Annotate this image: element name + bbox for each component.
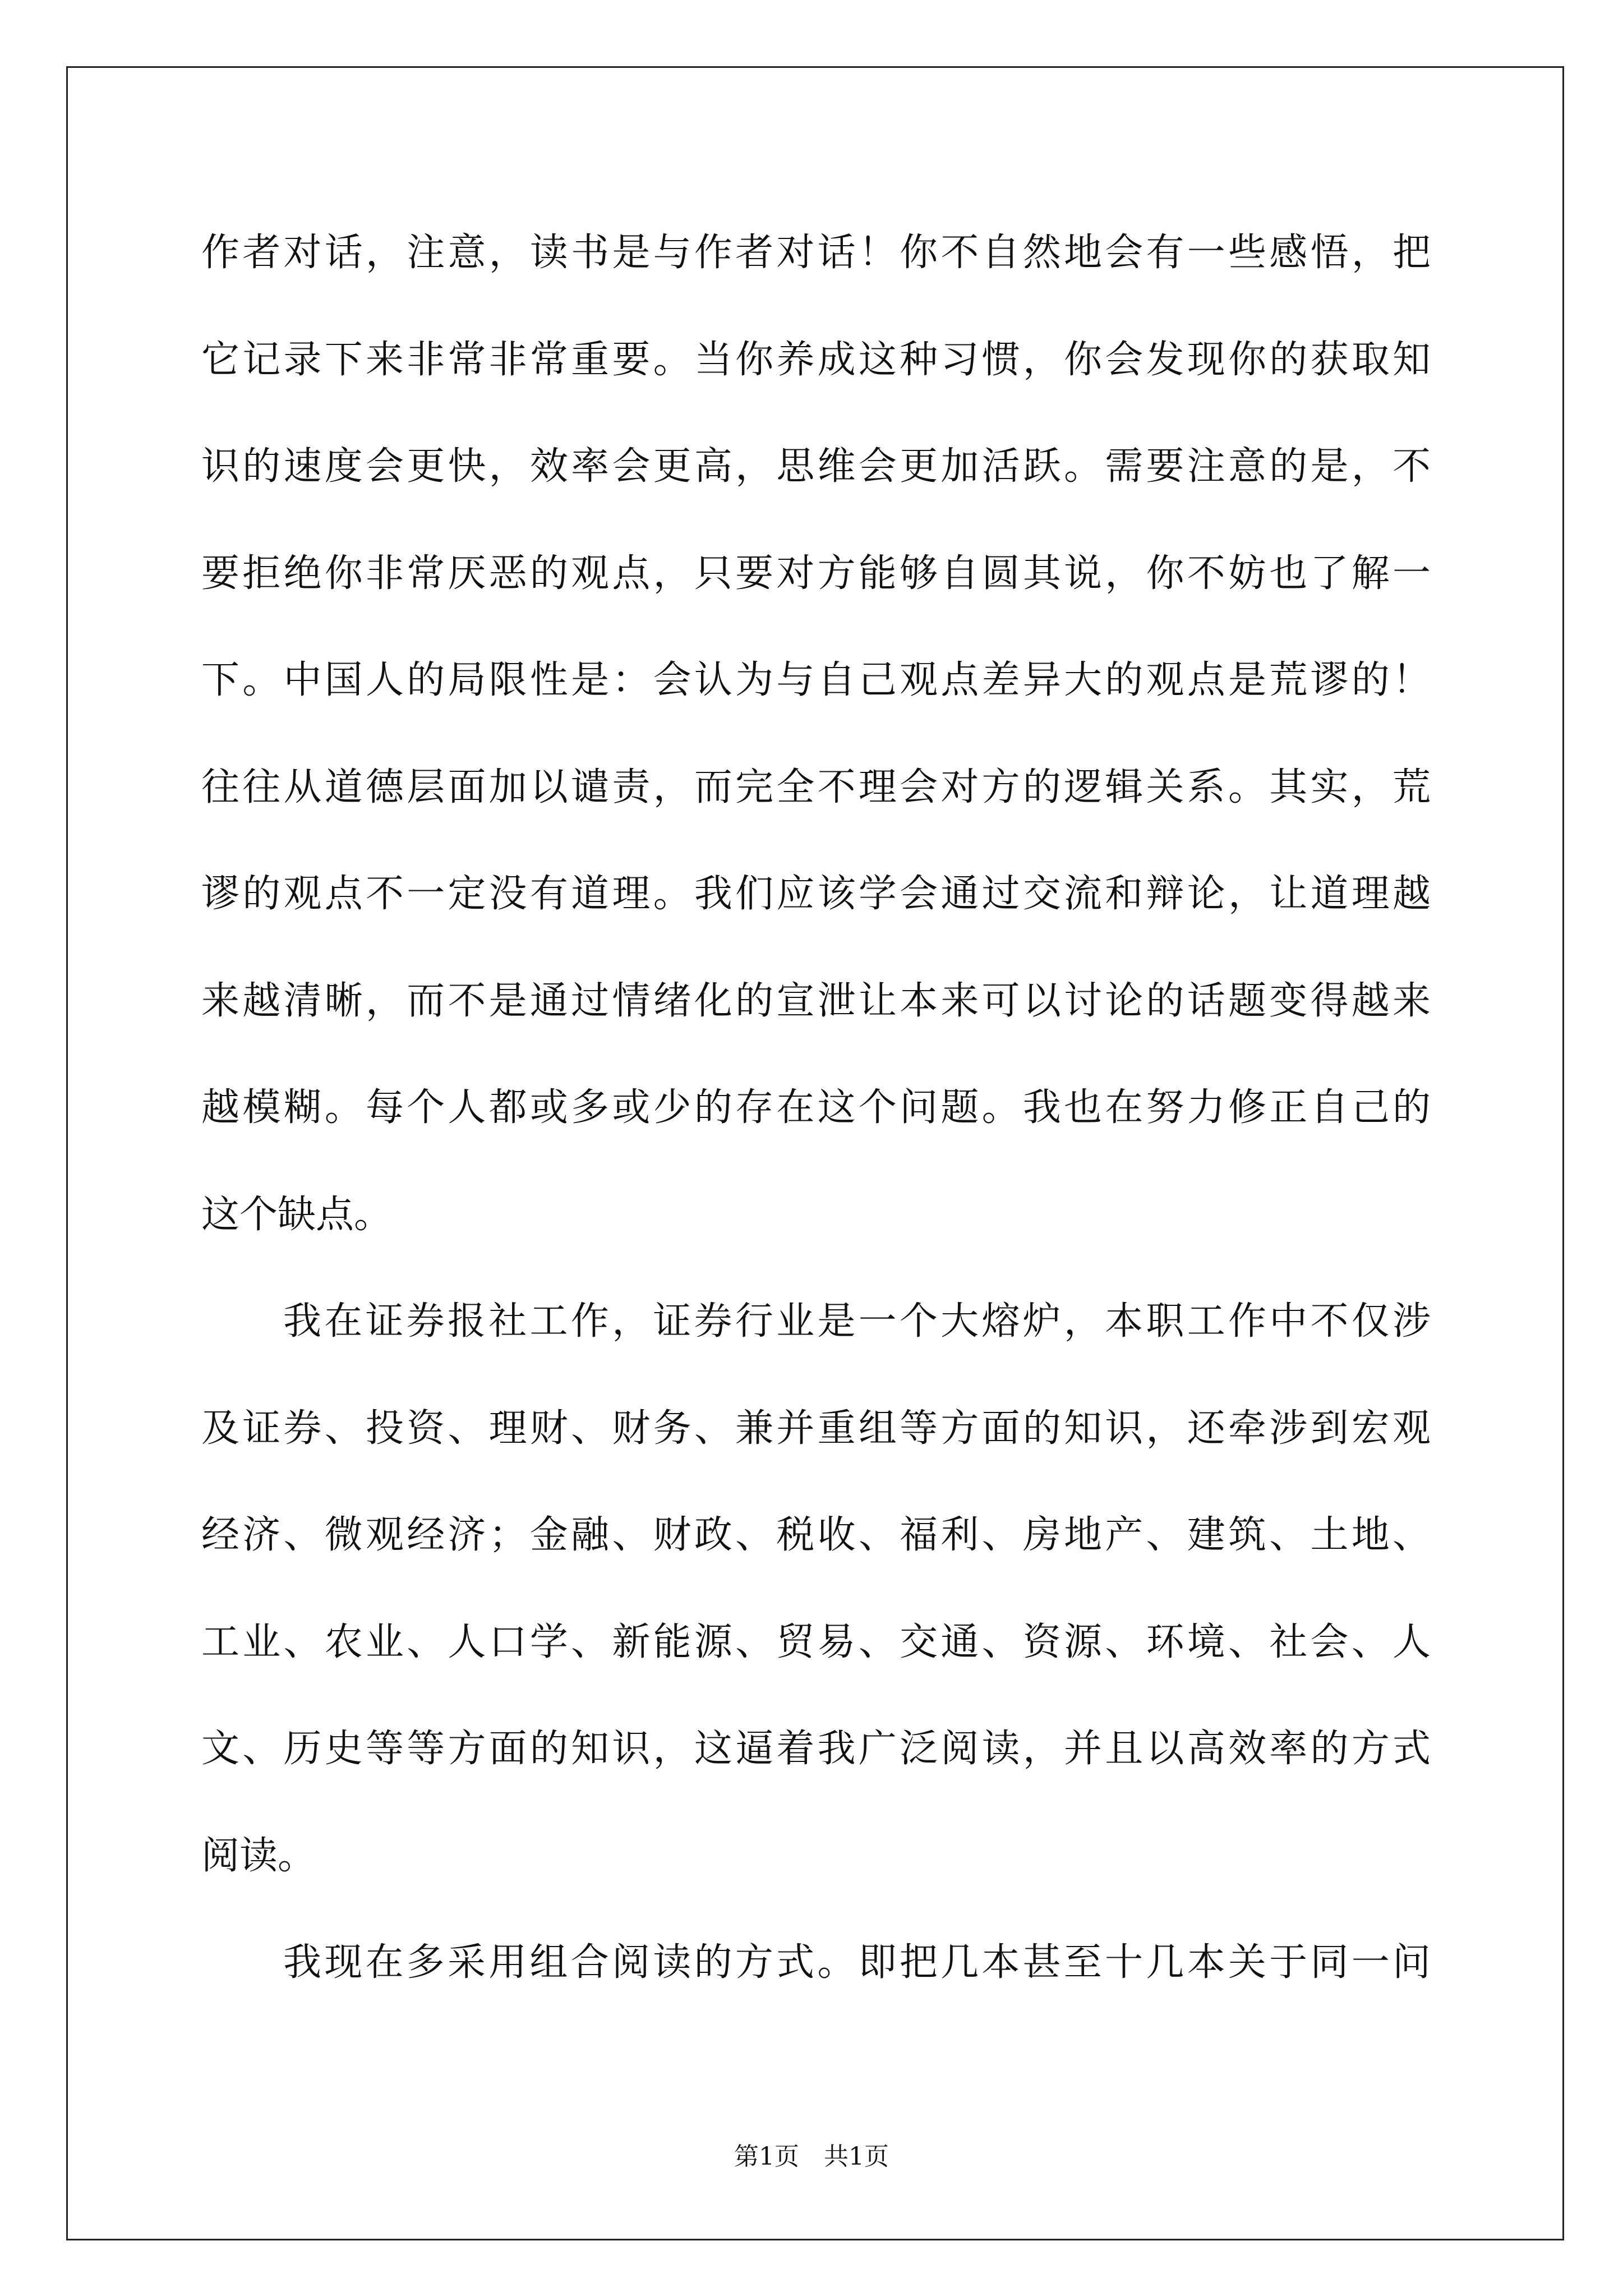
text-line: 文、历史等等方面的知识，这逼着我广泛阅读，并且以高效率的方式 [201, 1727, 1431, 1771]
text-line: 识的速度会更快，效率会更高，思维会更加活跃。需要注意的是，不 [201, 444, 1431, 489]
text-line: 阅读。 [201, 1833, 316, 1878]
text-line: 及证券、投资、理财、财务、兼并重组等方面的知识，还牵涉到宏观 [201, 1406, 1431, 1451]
text-line: 经济、微观经济；金融、财政、税收、福利、房地产、建筑、土地、 [201, 1513, 1431, 1557]
text-line: 我现在多采用组合阅读的方式。即把几本甚至十几本关于同一问 [283, 1940, 1431, 1985]
text-line: 要拒绝你非常厌恶的观点，只要对方能够自圆其说，你不妨也了解一 [201, 551, 1431, 596]
paragraph [201, 200, 1431, 1268]
text-line: 谬的观点不一定没有道理。我们应该学会通过交流和辩论，让道理越 [201, 872, 1431, 916]
paragraph [201, 1910, 1431, 2017]
page-number: 第1页 [734, 2142, 799, 2171]
page-footer [0, 2137, 1623, 2177]
text-line: 它记录下来非常非常重要。当你养成这种习惯，你会发现你的获取知 [201, 337, 1431, 382]
page-total: 共1页 [824, 2142, 889, 2171]
body-text [201, 200, 1431, 2017]
text-line: 下。中国人的局限性是：会认为与自己观点差异大的观点是荒谬的！ [201, 658, 1431, 702]
text-line: 作者对话，注意，读书是与作者对话！你不自然地会有一些感悟，把 [201, 231, 1431, 275]
paragraph [201, 1268, 1431, 1910]
text-line: 越模糊。每个人都或多或少的存在这个问题。我也在努力修正自己的 [201, 1085, 1431, 1130]
text-line: 工业、农业、人口学、新能源、贸易、交通、资源、环境、社会、人 [201, 1619, 1431, 1664]
text-line: 往往从道德层面加以谴责，而完全不理会对方的逻辑关系。其实，荒 [201, 765, 1431, 809]
text-line: 这个缺点。 [201, 1192, 393, 1237]
text-line: 来越清晰，而不是通过情绪化的宣泄让本来可以讨论的话题变得越来 [201, 978, 1431, 1023]
text-line: 我在证券报社工作，证券行业是一个大熔炉，本职工作中不仅涉 [283, 1299, 1431, 1343]
